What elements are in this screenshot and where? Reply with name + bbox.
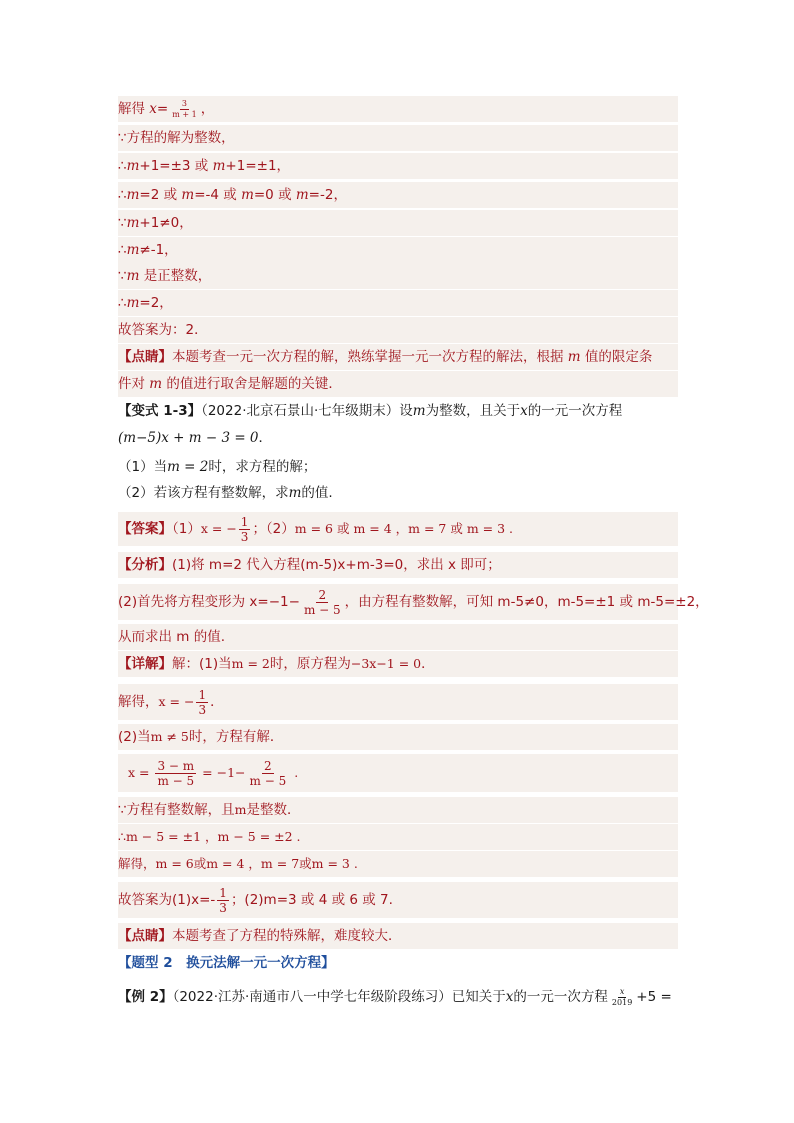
text: 件对 xyxy=(118,376,150,392)
text: ∵方程的解为整数， xyxy=(118,130,235,146)
var-x: x xyxy=(505,989,514,1005)
var-m: m xyxy=(149,376,163,392)
text: 时，原方程为 xyxy=(269,656,351,672)
var-m: m xyxy=(126,187,140,203)
text: 的值. xyxy=(301,485,333,501)
tip-line xyxy=(118,923,678,949)
text: ∴ xyxy=(118,158,127,174)
text: ． xyxy=(258,430,273,446)
denominator: m − 5 xyxy=(303,602,341,617)
tip-tag: 【点睛】 xyxy=(118,928,172,944)
detail-line xyxy=(118,684,678,720)
variant-part-1 xyxy=(118,454,678,480)
math: x = xyxy=(128,765,154,780)
text: +1=±1， xyxy=(225,158,291,174)
answer-line xyxy=(118,317,678,343)
text: ∴ xyxy=(118,295,127,311)
text: （2）若该方程有整数解，求 xyxy=(118,485,289,501)
denominator: m + 1 xyxy=(172,109,197,119)
var-m: m xyxy=(181,187,195,203)
solution-line xyxy=(118,210,678,236)
text: 解得， xyxy=(118,694,159,710)
text: ；（2） xyxy=(252,521,295,537)
text: 时，方程有解． xyxy=(188,729,284,745)
text: (2)当 xyxy=(118,729,151,745)
fraction xyxy=(610,988,634,1007)
equation: (m−5)x + m − 3 = 0 xyxy=(118,430,259,446)
source: （2022·北京石景山·七年级期末） xyxy=(201,403,400,419)
text: 已知关于 xyxy=(451,989,506,1005)
source: （2022·江苏·南通市八一中学七年级阶段练习） xyxy=(172,989,452,1005)
text: +5 = xyxy=(636,989,672,1005)
text: ． xyxy=(421,656,435,672)
math: = −1− xyxy=(198,765,246,780)
text: 故答案为(1)x=- xyxy=(118,892,216,908)
math: . xyxy=(290,765,299,780)
numerator: 1 xyxy=(240,514,249,529)
detail-line xyxy=(118,824,678,850)
text: 值的限定条 xyxy=(580,349,653,365)
variant-question xyxy=(118,398,678,424)
var-x: x xyxy=(520,403,528,419)
solution-line xyxy=(118,125,678,151)
text: ∴ xyxy=(118,187,127,203)
example-tag: 【例 2】 xyxy=(118,989,173,1005)
text: （1） xyxy=(172,521,201,537)
numerator: 3 xyxy=(181,98,188,108)
text: 是正整数， xyxy=(139,268,212,284)
fraction xyxy=(248,760,289,787)
var-x: x xyxy=(149,101,157,117)
text: ，由方程有整数解，可知 m-5≠0，m-5=±1 或 m-5=±2， xyxy=(344,594,709,610)
text: 解：(1)当 xyxy=(172,656,232,672)
var-m: m xyxy=(234,802,247,817)
analysis-line xyxy=(118,584,709,620)
detail-line xyxy=(118,797,678,823)
var-m: m xyxy=(126,268,140,284)
numerator: 3 − m xyxy=(157,758,195,773)
text: 故答案为：2． xyxy=(118,322,208,338)
denominator: 3 xyxy=(240,529,249,544)
variant-tag: 【变式 1-3】 xyxy=(118,403,202,419)
answer-tag: 【答案】 xyxy=(118,521,172,537)
math: 解得，m = 6或m = 4 ，m = 7或m = 3 . xyxy=(118,856,358,871)
analysis-line xyxy=(118,624,678,650)
answer-block xyxy=(118,512,678,546)
example-question xyxy=(118,982,688,1012)
text: ， xyxy=(200,101,215,117)
solution-line xyxy=(118,237,678,263)
text: (2)首先将方程变形为 x=−1− xyxy=(118,594,300,610)
solution-line xyxy=(118,153,678,179)
text: (1)将 m=2 代入方程(m-5)x+m-3=0，求出 x 即可； xyxy=(172,557,501,573)
detail-line xyxy=(118,851,678,877)
var-m: m xyxy=(567,349,581,365)
numerator: 1 xyxy=(219,885,227,900)
denominator: 3 xyxy=(219,900,227,915)
analysis-line xyxy=(118,552,678,578)
fraction xyxy=(196,689,208,716)
denominator: 2019 xyxy=(611,997,633,1007)
solution-line xyxy=(118,96,678,122)
math: m = 6 或 m = 4 ，m = 7 或 m = 3 . xyxy=(294,521,514,536)
numerator: 1 xyxy=(198,687,207,702)
var-m: m xyxy=(412,403,426,419)
detail-line xyxy=(118,724,678,750)
numerator: 2 xyxy=(318,587,327,602)
math: x = − xyxy=(200,521,237,536)
var-m: m xyxy=(241,187,254,203)
detail-line xyxy=(118,754,678,792)
text: ∵ xyxy=(118,268,127,284)
detail-line xyxy=(118,651,678,677)
text: 为整数，且关于 xyxy=(425,403,521,419)
var-m: m xyxy=(288,485,302,501)
text: =2， xyxy=(139,295,173,311)
denominator: 3 xyxy=(198,702,207,717)
var-m: m xyxy=(126,295,140,311)
text: ；(2)m=3 或 4 或 6 或 7. xyxy=(230,892,393,908)
math: ∴m − 5 = ±1 ，m − 5 = ±2 . xyxy=(118,829,301,844)
var-m: m xyxy=(126,242,140,258)
text: ∴ xyxy=(118,242,127,258)
numerator: x xyxy=(619,986,625,996)
text: =-4 或 xyxy=(194,187,242,203)
fraction xyxy=(217,887,229,914)
text: 本题考查一元一次方程的解，熟练掌握一元一次方程的解法，根据 xyxy=(172,349,568,365)
section-heading xyxy=(118,950,678,976)
math: m = 2 xyxy=(231,656,270,671)
text: 的一元一次方程 xyxy=(527,403,623,419)
solution-line xyxy=(118,290,678,316)
tip-line xyxy=(118,371,678,397)
text: = xyxy=(156,101,169,117)
heading-text: 【题型 2 换元法解一元一次方程】 xyxy=(118,955,335,971)
text: =2 或 xyxy=(139,187,182,203)
fraction xyxy=(302,589,343,616)
text: +1≠0， xyxy=(139,215,193,231)
math: x = − xyxy=(158,694,195,709)
var-m: m xyxy=(126,215,140,231)
numerator: 2 xyxy=(264,758,272,773)
tip-tag: 【点睛】 xyxy=(118,349,172,365)
text: ∵ xyxy=(118,215,127,231)
text: ∵方程有整数解，且 xyxy=(118,802,235,818)
math: m ≠ 5 xyxy=(150,729,189,744)
variant-equation xyxy=(118,425,678,451)
denominator: m − 5 xyxy=(249,773,287,788)
text: 本题考查了方程的特殊解，难度较大． xyxy=(172,928,402,944)
text: =-2， xyxy=(308,187,347,203)
tip-line xyxy=(118,344,678,370)
text: 解得 xyxy=(118,101,150,117)
fraction xyxy=(239,516,251,543)
solution-line xyxy=(118,182,678,208)
var-m: m xyxy=(126,158,140,174)
var-m: m xyxy=(295,187,309,203)
variant-part-2 xyxy=(118,480,678,506)
text: 时，求方程的解； xyxy=(208,459,317,475)
text: 的一元一次方程 xyxy=(513,989,608,1005)
text: ． xyxy=(210,694,224,710)
solution-line xyxy=(118,263,678,289)
text: +1=±3 或 xyxy=(139,158,213,174)
text: ≠-1， xyxy=(139,242,178,258)
fraction xyxy=(155,760,196,787)
fraction xyxy=(170,100,198,119)
detail-tag: 【详解】 xyxy=(118,656,172,672)
text: =0 或 xyxy=(253,187,296,203)
math: −3x−1 = 0 xyxy=(350,656,422,671)
text: 从而求出 m 的值. xyxy=(118,629,226,645)
text: 的值进行取舍是解题的关键． xyxy=(162,376,342,392)
text: 设 xyxy=(399,403,413,419)
var-m: m xyxy=(212,158,226,174)
text: 是整数． xyxy=(246,802,301,818)
equation: m = 2 xyxy=(167,459,209,475)
text: （1）当 xyxy=(118,459,168,475)
detail-line xyxy=(118,882,678,918)
denominator: m − 5 xyxy=(157,773,195,788)
analysis-tag: 【分析】 xyxy=(118,557,172,573)
